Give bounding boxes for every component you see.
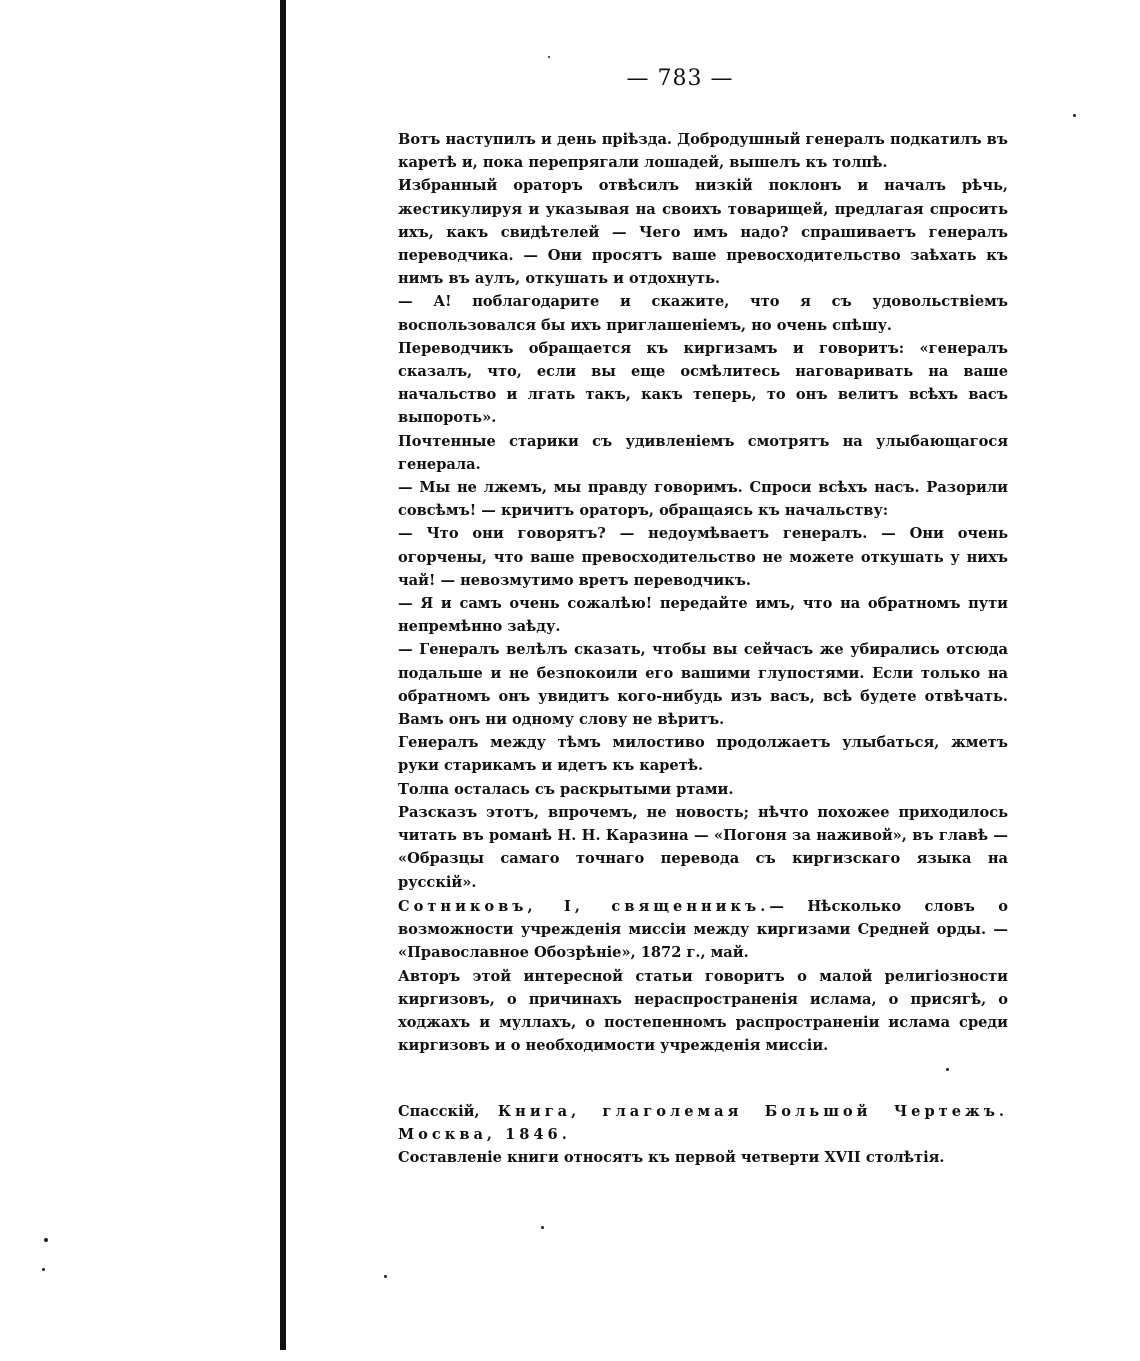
paragraph: Генералъ между тѣмъ милостиво продолжаетъ улыбаться, жметъ руки старикамъ и идетъ къ каретѣ. — [398, 734, 1008, 775]
scan-speck — [946, 1068, 949, 1071]
paragraph: — А! поблагодарите и скажите, что я съ удовольствіемъ воспользовался бы ихъ приглашеніемъ, но очень спѣшу. — [398, 293, 1008, 334]
paragraph: Переводчикъ обращается къ киргизамъ и говоритъ: «генералъ сказалъ, что, если вы еще осмѣлитесь наговаривать на ваше начальство и лгать такъ, какъ теперь, то онъ велитъ всѣхъ васъ выпороть». — [398, 339, 1008, 427]
bibliography-author: Сотниковъ, I, священникъ. — [398, 898, 770, 915]
bibliography-author: Спасскій, — [398, 1103, 480, 1120]
paragraph: — Мы не лжемъ, мы правду говоримъ. Спроси всѣхъ насъ. Разорили совсѣмъ! — кричитъ ораторъ, обращаясь къ начальству: — [398, 479, 1008, 520]
page-number: — 783 — — [626, 66, 734, 91]
bibliography-title: Книга, глаголемая Большой Чертежъ. Москва, 1846. — [398, 1103, 1008, 1144]
scan-speck — [548, 56, 550, 58]
paragraph: Почтенные старики съ удивленіемъ смотрятъ на улыбающагося генерала. — [398, 432, 1008, 473]
page-binding-edge — [280, 0, 286, 1350]
bibliography-entry-sotnikov — [398, 895, 1008, 1057]
scan-speck — [1073, 114, 1076, 117]
scan-speck — [384, 1275, 387, 1278]
scan-speck — [44, 1238, 48, 1242]
main-text — [398, 128, 1008, 894]
scan-speck — [541, 1226, 544, 1229]
paragraph: — Что они говорятъ? — недоумѣваетъ генералъ. — Они очень огорчены, что ваше превосходительство не можете откушать у нихъ чай! — невозмутимо вретъ переводчикъ. — [398, 525, 1008, 589]
paragraph: Толпа осталась съ раскрытыми ртами. — [398, 780, 734, 798]
bibliography-citation — [398, 895, 1008, 965]
bibliography-title: — Нѣсколько словъ о возможности учрежденія миссіи между киргизами Средней орды. — «Православное Обозрѣніе», 1872 г., май. — [398, 898, 1008, 962]
scan-speck — [42, 1268, 45, 1271]
bibliography-citation — [398, 1100, 1008, 1146]
paragraph: — Я и самъ очень сожалѣю! передайте имъ, что на обратномъ пути непремѣнно заѣду. — [398, 595, 1008, 636]
bibliography-entry-spassky — [398, 1100, 1008, 1170]
paragraph: Разсказъ этотъ, впрочемъ, не новость; нѣчто похожее приходилось читать въ романѣ Н. Н. Каразина — «Погоня за наживой», въ главѣ — «Образцы самаго точнаго перевода съ киргизскаго языка на русскій». — [398, 803, 1008, 891]
paragraph: Вотъ наступилъ и день пріѣзда. Добродушный генералъ подкатилъ въ каретѣ и, пока перепрягали лошадей, вышелъ къ толпѣ. — [398, 131, 1008, 172]
bibliography-annotation: Составленіе книги относятъ къ первой четверти XVII столѣтія. — [398, 1149, 945, 1167]
paragraph: — Генералъ велѣлъ сказать, чтобы вы сейчасъ же убирались отсюда подальше и не безпокоили его вашими глупостями. Если только на обратномъ онъ увидитъ кого-нибудь изъ васъ, всѣ будете отвѣчать. Вамъ онъ ни одному слову не вѣритъ. — [398, 641, 1008, 729]
bibliography-annotation: Авторъ этой интересной статьи говоритъ о малой религіозности киргизовъ, о причинахъ нераспространенія ислама, о присягѣ, о ходжахъ и муллахъ, о постепенномъ распространеніи ислама среди киргизовъ и о необходимости учрежденія миссіи. — [398, 967, 1008, 1055]
paragraph: Избранный ораторъ отвѣсилъ низкій поклонъ и началъ рѣчь, жестикулируя и указывая на своихъ товарищей, предлагая спросить ихъ, какъ свидѣтелей — Чего имъ надо? спрашиваетъ генералъ переводчика. — Они просятъ ваше превосходительство заѣхать къ нимъ въ аулъ, откушать и отдохнуть. — [398, 177, 1008, 288]
